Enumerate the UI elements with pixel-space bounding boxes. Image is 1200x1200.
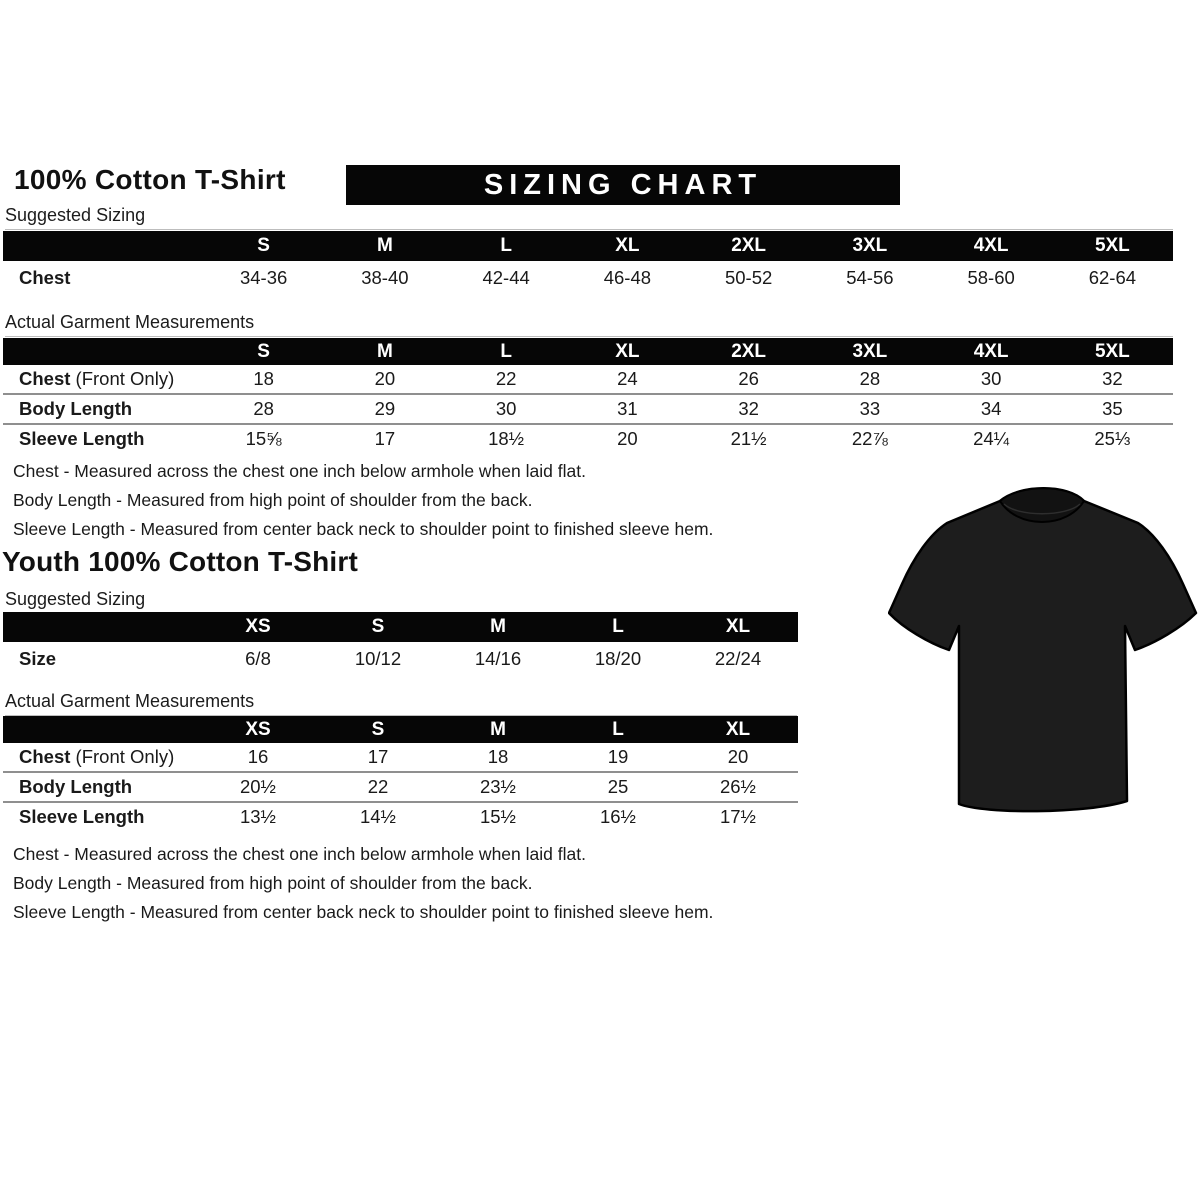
note-sleeve-length: Sleeve Length - Measured from center back neck to shoulder point to finished sleeve hem.: [13, 519, 714, 539]
sizing-chart-banner: SIZING CHART: [346, 165, 900, 205]
cell-body-length-2xl: 32: [688, 394, 809, 424]
cell-chest-m: 38-40: [361, 266, 409, 288]
cell-sleeve-length-s: 14½: [359, 806, 396, 827]
cell-chest-m: 18: [438, 743, 558, 772]
cell-chest-3xl: 54-56: [846, 266, 894, 288]
header-spacer: [3, 612, 198, 642]
cell-chest-l: 42-44: [482, 266, 530, 288]
cell-chest-5xl: 62-64: [1088, 266, 1137, 288]
cell-sleeve-length-5xl: 25⅓: [1094, 428, 1131, 449]
column-header-l: L: [446, 231, 567, 261]
column-header-2xl: 2XL: [688, 231, 809, 261]
cell-body-length-5xl: 35: [1052, 394, 1173, 424]
cell-size-l: 18/20: [594, 647, 642, 669]
cell-chest-4xl: 58-60: [967, 266, 1015, 288]
row-chest: [3, 743, 798, 772]
size-table: [3, 612, 798, 675]
column-header-xl: XL: [678, 716, 798, 743]
youth-actual-measurements-label: Actual Garment Measurements: [5, 691, 797, 716]
row-body-length: [3, 772, 798, 802]
column-header-s: S: [203, 231, 324, 261]
column-header-l: L: [558, 612, 678, 642]
row-size: [3, 642, 798, 675]
cell-chest-m: 20: [324, 365, 445, 394]
cell-chest-l: 22: [446, 365, 567, 394]
cell-body-length-m: 29: [324, 394, 445, 424]
cell-chest-2xl: 50-52: [724, 266, 773, 288]
cell-chest-s: 17: [318, 743, 438, 772]
cell-sleeve-length-s: 15⅝: [245, 428, 282, 449]
cell-sleeve-length-xl: 20: [617, 428, 638, 449]
column-header-xs: XS: [198, 716, 318, 743]
cell-sleeve-length-xl: 17½: [719, 806, 756, 827]
row-label-body-length: Body Length: [3, 394, 203, 424]
row-label-sleeve-length: Sleeve Length: [19, 806, 145, 827]
column-header-m: M: [324, 338, 445, 365]
cell-chest-5xl: 32: [1052, 365, 1173, 394]
column-header-m: M: [438, 716, 558, 743]
column-header-4xl: 4XL: [931, 338, 1052, 365]
cell-body-length-s: 28: [203, 394, 324, 424]
cell-body-length-xs: 20½: [198, 772, 318, 802]
column-header-4xl: 4XL: [931, 231, 1052, 261]
adult-suggested-sizing-table: [3, 231, 1173, 294]
column-header-5xl: 5XL: [1052, 338, 1173, 365]
cell-body-length-xl: 26½: [678, 772, 798, 802]
cell-body-length-4xl: 34: [931, 394, 1052, 424]
column-header-l: L: [446, 338, 567, 365]
note-chest: Chest - Measured across the chest one inch below armhole when laid flat.: [13, 844, 586, 864]
row-body-length: [3, 394, 1173, 424]
cell-size-xs: 6/8: [245, 647, 271, 669]
tshirt-body-shape: [889, 488, 1196, 811]
column-header-xl: XL: [567, 231, 688, 261]
cell-sleeve-length-l: 16½: [599, 806, 636, 827]
cell-chest-s: 18: [203, 365, 324, 394]
row-sleeve-length: [3, 424, 1173, 453]
column-header-m: M: [324, 231, 445, 261]
adult-actual-measurements-label: Actual Garment Measurements: [5, 312, 1173, 337]
cell-sleeve-length-l: 18½: [488, 428, 525, 449]
cell-chest-2xl: 26: [688, 365, 809, 394]
cell-sleeve-length-2xl: 21½: [730, 428, 767, 449]
size-table: [3, 716, 798, 831]
column-header-2xl: 2XL: [688, 338, 809, 365]
youth-suggested-sizing-table: [3, 612, 798, 675]
column-header-s: S: [318, 716, 438, 743]
row-label-chest: Chest: [19, 266, 71, 288]
cell-chest-s: 34-36: [239, 266, 288, 288]
adult-actual-measurements-table: [3, 338, 1173, 453]
cell-chest-4xl: 30: [931, 365, 1052, 394]
cell-chest-xl: 20: [678, 743, 798, 772]
size-table: [3, 338, 1173, 453]
column-header-3xl: 3XL: [809, 231, 930, 261]
row-label-chest: Chest (Front Only): [3, 365, 203, 394]
adult-measurement-notes: [13, 457, 713, 544]
youth-measurement-notes: [13, 840, 713, 927]
youth-suggested-sizing-label: Suggested Sizing: [5, 589, 797, 614]
cell-body-length-l: 30: [446, 394, 567, 424]
header-row: [3, 612, 798, 642]
cell-body-length-l: 25: [558, 772, 678, 802]
row-chest: [3, 365, 1173, 394]
adult-suggested-sizing-label: Suggested Sizing: [5, 205, 1173, 230]
row-label-chest: Chest (Front Only): [3, 743, 198, 772]
column-header-xl: XL: [567, 338, 688, 365]
cell-size-m: 14/16: [474, 647, 522, 669]
column-header-xs: XS: [198, 612, 318, 642]
row-label-sleeve-length: Sleeve Length: [19, 428, 145, 449]
cell-sleeve-length-xs: 13½: [239, 806, 276, 827]
note-body-length: Body Length - Measured from high point of shoulder from the back.: [13, 490, 533, 510]
column-header-m: M: [438, 612, 558, 642]
cell-sleeve-length-m: 17: [374, 428, 396, 449]
column-header-3xl: 3XL: [809, 338, 930, 365]
header-row: [3, 231, 1173, 261]
column-header-s: S: [318, 612, 438, 642]
size-table: [3, 231, 1173, 294]
header-spacer: [3, 338, 203, 365]
row-chest: [3, 261, 1173, 294]
cell-body-length-3xl: 33: [809, 394, 930, 424]
cell-chest-3xl: 28: [809, 365, 930, 394]
cell-chest-l: 19: [558, 743, 678, 772]
header-row: [3, 716, 798, 743]
note-body-length: Body Length - Measured from high point of shoulder from the back.: [13, 873, 533, 893]
youth-actual-measurements-table: [3, 716, 798, 831]
column-header-5xl: 5XL: [1052, 231, 1173, 261]
youth-page-title: Youth 100% Cotton T-Shirt: [2, 546, 359, 577]
cell-sleeve-length-3xl: 22⅞: [851, 428, 888, 449]
cell-chest-xl: 24: [567, 365, 688, 394]
cell-sleeve-length-4xl: 24¼: [973, 428, 1010, 449]
row-label-size: Size: [19, 647, 57, 669]
cell-body-length-xl: 31: [567, 394, 688, 424]
cell-body-length-s: 22: [318, 772, 438, 802]
cell-chest-xs: 16: [198, 743, 318, 772]
column-header-s: S: [203, 338, 324, 365]
header-row: [3, 338, 1173, 365]
cell-size-s: 10/12: [354, 647, 402, 669]
page-title: 100% Cotton T-Shirt: [14, 164, 286, 195]
cell-chest-xl: 46-48: [603, 266, 652, 288]
cell-size-xl: 22/24: [714, 647, 762, 669]
column-header-l: L: [558, 716, 678, 743]
row-sleeve-length: [3, 802, 798, 831]
column-header-xl: XL: [678, 612, 798, 642]
header-spacer: [3, 716, 198, 743]
row-label-body-length: Body Length: [3, 772, 198, 802]
cell-sleeve-length-m: 15½: [479, 806, 516, 827]
note-sleeve-length: Sleeve Length - Measured from center back neck to shoulder point to finished sleeve hem.: [13, 902, 714, 922]
black-t-shirt-image: [888, 474, 1200, 819]
note-chest: Chest - Measured across the chest one inch below armhole when laid flat.: [13, 461, 586, 481]
header-spacer: [3, 231, 203, 261]
cell-body-length-m: 23½: [438, 772, 558, 802]
